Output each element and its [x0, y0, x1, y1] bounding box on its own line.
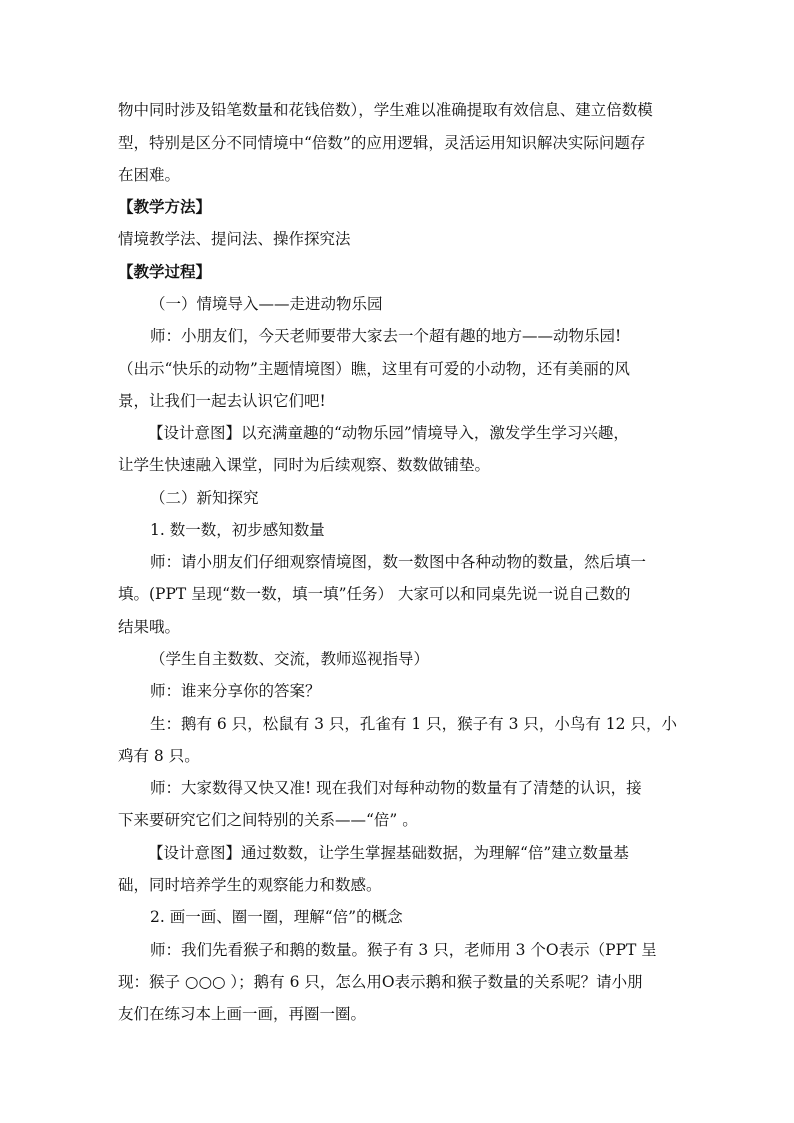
text-line: 现：猴子 ○○○ ）；鹅有 6 只，怎么用O表示鹅和猴子数量的关系呢？请小朋 [118, 973, 643, 991]
text-line: 友们在练习本上画一画，再圈一圈。 [118, 1005, 367, 1023]
design-intent-text: 【设计意图】以充满童趣的“动物乐园”情境导入，激发学生学习兴趣， [148, 424, 629, 442]
text-line: 生：鹅有 6 只，松鼠有 3 只，孔雀有 1 只，猴子有 3 只，小鸟有 12 只，小 [150, 715, 677, 733]
text-line: （学生自主数数、交流，教师巡视指导） [150, 650, 430, 668]
text-line: （出示“快乐的动物”主题情境图）瞧，这里有可爱的小动物，还有美丽的风 [118, 360, 630, 378]
text-line: 师：请小朋友们仔细观察情境图，数一数图中各种动物的数量，然后填一 [150, 553, 647, 571]
subsection-heading: （二）新知探究 [150, 489, 259, 507]
text-line: 础，同时培养学生的观察能力和数感。 [118, 876, 382, 894]
text-line: 型，特别是区分不同情境中“倍数”的应用逻辑，灵活运用知识解决实际问题存 [118, 134, 646, 152]
text-line: 让学生快速融入课堂，同时为后续观察、数数做铺垫。 [118, 456, 491, 474]
text-line: 师：我们先看猴子和鹅的数量。猴子有 3 只，老师用 3 个O表示（PPT 呈 [150, 941, 657, 959]
design-intent-text: 【设计意图】通过数数，让学生掌握基础数据，为理解“倍”建立数量基 [148, 844, 629, 862]
step-heading: 1. 数一数，初步感知数量 [150, 521, 325, 539]
section-heading-method: 【教学方法】 [118, 197, 212, 216]
text-line: 下来要研究它们之间特别的关系——“倍” 。 [118, 811, 418, 829]
section-heading-process: 【教学过程】 [118, 262, 212, 281]
text-line: 师：大家数得又快又准! 现在我们对每种动物的数量有了清楚的认识，接 [150, 779, 642, 797]
text-line: 结果哦。 [118, 618, 181, 636]
text-line: 师：小朋友们，今天老师要带大家去一个超有趣的地方——动物乐园! [150, 327, 622, 345]
text-line: 填。(PPT 呈现“数一数，填一填”任务） 大家可以和同桌先说一说自己数的 [118, 585, 631, 603]
text-line: 师：谁来分享你的答案？ [150, 682, 321, 700]
text-line: 物中同时涉及铅笔数量和花钱倍数），学生难以准确提取有效信息、建立倍数模 [118, 101, 653, 119]
text-line: 景，让我们一起去认识它们吧! [118, 392, 326, 410]
subsection-heading: （一）情境导入——走进动物乐园 [150, 295, 383, 313]
step-heading: 2. 画一画、圈一圈，理解“倍”的概念 [150, 908, 403, 926]
text-line: 鸡有 8 只。 [118, 747, 200, 765]
text-line: 情境教学法、提问法、操作探究法 [118, 230, 351, 248]
text-line: 在困难。 [118, 166, 181, 184]
